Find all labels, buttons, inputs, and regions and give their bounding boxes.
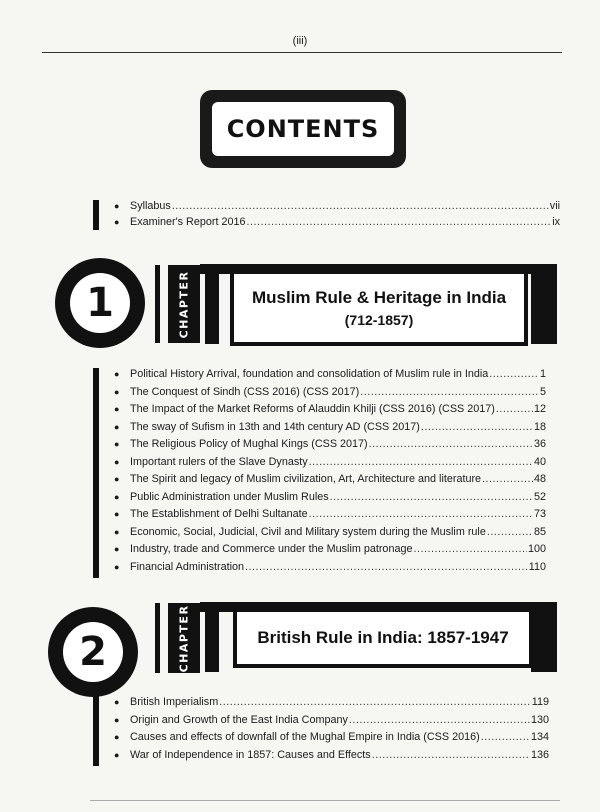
toc-entry[interactable] (114, 386, 546, 404)
toc-entry[interactable] (114, 456, 546, 474)
toc-entry[interactable] (114, 696, 549, 714)
toc-entry[interactable] (114, 561, 546, 579)
toc-entry[interactable] (114, 368, 546, 386)
toc-entry-page: 1 (539, 368, 546, 380)
toc-entry-title: Industry, trade and Commerce under the Muslim patronage (130, 543, 413, 555)
dot-leader (349, 714, 530, 726)
chapter-2-number: 2 (63, 622, 123, 682)
bullet-icon: ● (114, 749, 120, 760)
chapter-2-title: British Rule in India: 1857-1947 (257, 628, 509, 647)
prelims-list (114, 200, 560, 232)
toc-entry[interactable] (114, 508, 546, 526)
chapter-2-right-edge (531, 612, 557, 672)
toc-entry-page: ix (552, 216, 560, 228)
dot-leader (496, 403, 533, 415)
chapter-2-title-box (233, 608, 533, 668)
toc-entry-title: British Imperialism (130, 696, 219, 708)
toc-entry-title: The sway of Sufism in 13th and 14th century AD (CSS 2017) (130, 420, 420, 433)
contents-title-box (200, 90, 406, 168)
bullet-icon: ● (114, 491, 120, 502)
toc-entry-title: The Spirit and legacy of Muslim civilization, Art, Architecture and literature (130, 473, 482, 485)
contents-title: CONTENTS (212, 102, 394, 156)
page-number: (iii) (292, 35, 308, 47)
toc-entry-title: Financial Administration (130, 560, 245, 573)
dot-leader (481, 731, 530, 743)
prelims-side-bar (93, 200, 99, 230)
toc-entry[interactable] (114, 526, 546, 544)
bullet-icon: ● (114, 369, 120, 379)
toc-entry-title: The Impact of the Market Reforms of Alauddin Khilji (CSS 2016) (CSS 2017) (130, 403, 495, 415)
toc-entry-page: 18 (533, 420, 546, 433)
toc-entry-page: 5 (539, 385, 546, 398)
bullet-icon: ● (114, 697, 120, 707)
bullet-icon: ● (114, 561, 120, 572)
chapter-2-left-edge (205, 612, 219, 672)
toc-entry-title: Public Administration under Muslim Rules (130, 490, 329, 503)
toc-entry-page: 85 (533, 525, 546, 538)
toc-entry[interactable] (114, 473, 546, 491)
toc-entry-title: The Establishment of Delhi Sultanate (130, 508, 308, 520)
header-rule (42, 52, 562, 53)
toc-entry-title: Economic, Social, Judicial, Civil and Military system during the Muslim rule (130, 525, 486, 538)
chapter-2-number-badge (48, 607, 138, 697)
dot-leader (369, 438, 533, 450)
toc-entry[interactable] (114, 543, 546, 561)
dot-leader (413, 543, 527, 555)
toc-entry[interactable] (114, 749, 549, 767)
chapter-2-side-bar (93, 696, 99, 766)
dot-leader (245, 561, 528, 573)
chapter-2-list (114, 696, 549, 766)
toc-entry-page: 40 (533, 455, 546, 468)
chapter-1-title-box (230, 270, 528, 346)
dot-leader (372, 749, 530, 761)
chapter-1-subtitle: (712-1857) (344, 312, 414, 328)
dot-leader (309, 508, 533, 520)
bullet-icon: ● (114, 474, 120, 484)
bullet-icon: ● (114, 456, 120, 467)
toc-entry-title: Origin and Growth of the East India Company (130, 713, 348, 726)
bullet-icon: ● (114, 421, 120, 432)
dot-leader (219, 696, 531, 708)
toc-entry-page: 119 (531, 696, 549, 708)
toc-entry[interactable] (114, 403, 546, 421)
toc-entry-title: Examiner's Report 2016 (130, 216, 246, 228)
toc-entry-page: 73 (533, 508, 546, 520)
toc-entry-title: The Conquest of Sindh (CSS 2016) (CSS 2017) (130, 385, 360, 398)
dot-leader (172, 200, 549, 212)
toc-entry-page: 48 (533, 473, 546, 485)
toc-entry[interactable] (114, 491, 546, 509)
toc-entry-page: vii (549, 200, 560, 212)
toc-entry-title: The Religious Policy of Mughal Kings (CSS 2017) (130, 438, 368, 450)
toc-entry-page: 130 (530, 713, 549, 726)
toc-entry-page: 52 (533, 490, 546, 503)
toc-entry[interactable] (114, 216, 560, 232)
dot-leader (421, 421, 533, 433)
footer-rule (90, 800, 560, 801)
bullet-icon: ● (114, 732, 120, 742)
bullet-icon: ● (114, 714, 120, 725)
toc-entry-page: 100 (527, 543, 546, 555)
toc-entry-title: War of Independence in 1857: Causes and Effects (130, 748, 371, 761)
dot-leader (309, 456, 533, 468)
toc-entry-page: 36 (533, 438, 546, 450)
toc-entry-title: Political History Arrival, foundation and consolidation of Muslim rule in India (130, 368, 489, 380)
bullet-icon: ● (114, 509, 120, 519)
bullet-icon: ● (114, 439, 120, 449)
toc-entry[interactable] (114, 200, 560, 216)
bullet-icon: ● (114, 386, 120, 397)
toc-entry-page: 110 (528, 560, 546, 573)
toc-entry[interactable] (114, 731, 549, 749)
chapter-1-label-strip (168, 265, 200, 343)
chapter-1-number-badge (55, 258, 145, 348)
bullet-icon: ● (114, 404, 120, 414)
chapter-1-title: Muslim Rule & Heritage in India (251, 288, 507, 307)
dot-leader (482, 473, 533, 485)
bullet-icon: ● (114, 526, 120, 537)
chapter-1-left-edge (205, 274, 219, 344)
chapter-2-divider (155, 603, 160, 673)
chapter-1-right-edge (531, 274, 557, 344)
toc-entry-page: 12 (533, 403, 546, 415)
bullet-icon: ● (114, 201, 120, 211)
toc-entry[interactable] (114, 421, 546, 439)
dot-leader (330, 491, 533, 503)
chapter-1-divider (155, 265, 160, 343)
toc-entry-page: 136 (530, 748, 549, 761)
chapter-1-label: CHAPTER (177, 270, 191, 338)
chapter-2-label-strip (168, 603, 200, 673)
chapter-1-number: 1 (70, 273, 130, 333)
chapter-1-side-bar (93, 368, 99, 578)
chapter-2-label: CHAPTER (177, 604, 191, 672)
toc-entry-title: Important rulers of the Slave Dynasty (130, 455, 308, 468)
toc-entry-title: Syllabus (130, 200, 171, 212)
bullet-icon: ● (114, 217, 120, 227)
chapter-1-list (114, 368, 546, 578)
dot-leader (247, 216, 552, 228)
dot-leader (487, 526, 533, 538)
bullet-icon: ● (114, 544, 120, 554)
toc-entry[interactable] (114, 438, 546, 456)
dot-leader (360, 386, 539, 398)
dot-leader (489, 368, 539, 380)
toc-entry-title: Causes and effects of downfall of the Mughal Empire in India (CSS 2016) (130, 731, 480, 743)
toc-entry-page: 134 (530, 731, 549, 743)
toc-entry[interactable] (114, 714, 549, 732)
